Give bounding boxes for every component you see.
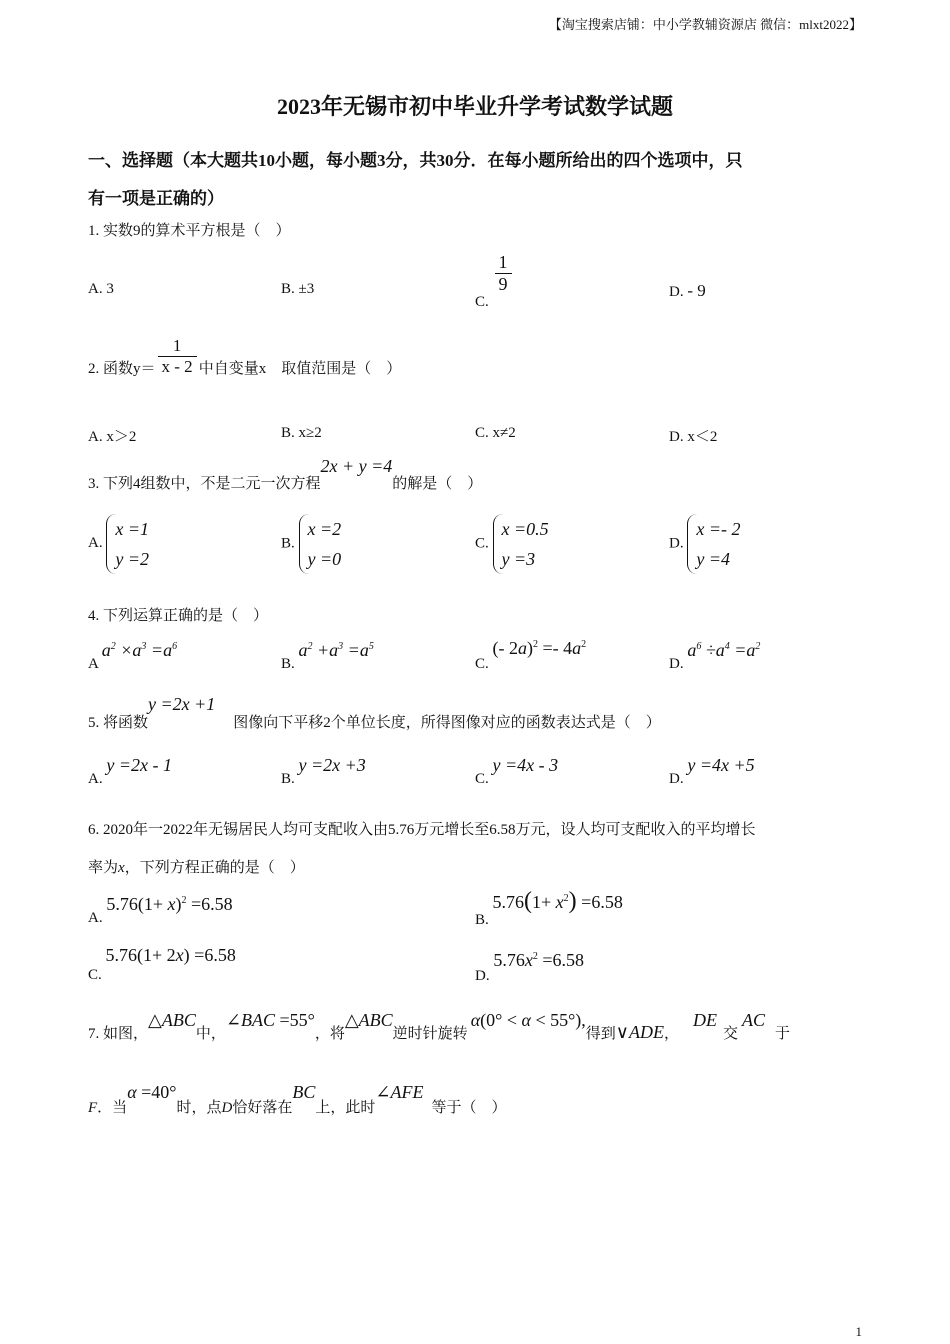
q4-option-a: A $a^2 \times a^3 =a^6$: [88, 640, 178, 672]
q5-stem: 5. 将函数y =2x +1图像向下平移2个单位长度，所得图像对应的函数表达式是（ ）: [88, 694, 661, 731]
q1-stem: 1. 实数9的算术平方根是（ ）: [88, 223, 291, 239]
q6-line2: 率为x，下列方程正确的是（ ）: [88, 860, 305, 876]
q7-line1: 7. 如图，△ABC中，∠BAC =55°，将△ABC逆时针旋转α(0° < α < 55°),得到∨ADE，DE交AC于: [88, 1010, 791, 1042]
q6-option-c: C. 5.76(1+ 2x) =6.58: [88, 945, 236, 983]
q4-option-c: C. (- $2a)^2 =- 4a^2$: [475, 638, 587, 672]
section-heading-line2: 有一项是正确的）: [88, 189, 224, 208]
q3-option-a: A. x =1 y =2: [88, 514, 149, 574]
section-heading-line1: 一、选择题（本大题共10小题，每小题3分，共30分．在每小题所给出的四个选项中，只: [88, 151, 743, 170]
q3-option-c: C. x =0.5 y =3: [475, 514, 549, 574]
q2-option-b: B. x≥2: [281, 425, 322, 441]
q4-option-b: B. $a^2 +a^3 =a^5$: [281, 640, 374, 672]
q5-option-a: A. y =2x - 1: [88, 755, 172, 787]
q6-option-d: D. $5.76x^2 =6.58$: [475, 950, 584, 984]
header-note: 【淘宝搜索店铺：中小学教辅资源店 微信：mlxt2022】: [548, 17, 862, 32]
q6-option-a: A. $5.76(1+ x)^2 =6.58$: [88, 894, 233, 926]
q6-option-b: B. $5.76(1+ x^2) =6.58$: [475, 888, 623, 928]
q7-line2: F．当α =40°时，点D恰好落在BC上，此时∠AFE等于（ ）: [88, 1082, 507, 1116]
q1-option-d: D. - 9: [669, 281, 706, 300]
q2-option-c: C. x≠2: [475, 425, 516, 441]
q2-option-d: D. x＜2: [669, 429, 718, 445]
q5-option-d: D. y =4x +5: [669, 755, 755, 787]
q3-stem: 3. 下列4组数中，不是二元一次方程2x + y =4的解是（ ）: [88, 456, 483, 492]
q6-line1: 6. 2020年一2022年无锡居民人均可支配收入由5.76万元增长至6.58万元，设人均可支配收入的平均增长: [88, 822, 756, 838]
q4-stem: 4. 下列运算正确的是（ ）: [88, 608, 269, 624]
q1-option-a: A. 3: [88, 281, 114, 297]
page-title: 2023年无锡市初中毕业升学考试数学试题: [276, 94, 673, 119]
q1-option-b: B. ±3: [281, 281, 315, 297]
q2-option-a: A. x＞2: [88, 429, 137, 445]
q3-option-d: D. x =- 2 y =4: [669, 514, 740, 574]
page-number: 1: [855, 1324, 862, 1339]
q4-option-d: D. $a^6 \div a^4 =a^2$: [669, 640, 761, 672]
q5-option-c: C. y =4x - 3: [475, 755, 559, 787]
q5-option-b: B. y =2x +3: [281, 755, 366, 787]
q1-option-c: C. $\frac{1}{9}$: [475, 252, 512, 295]
q2-stem: 2. 函数y＝ $\frac{1}{x - 2}$ 中自变量x 取值范围是（ ）: [88, 336, 402, 377]
q3-option-b: B. x =2 y =0: [281, 514, 341, 574]
